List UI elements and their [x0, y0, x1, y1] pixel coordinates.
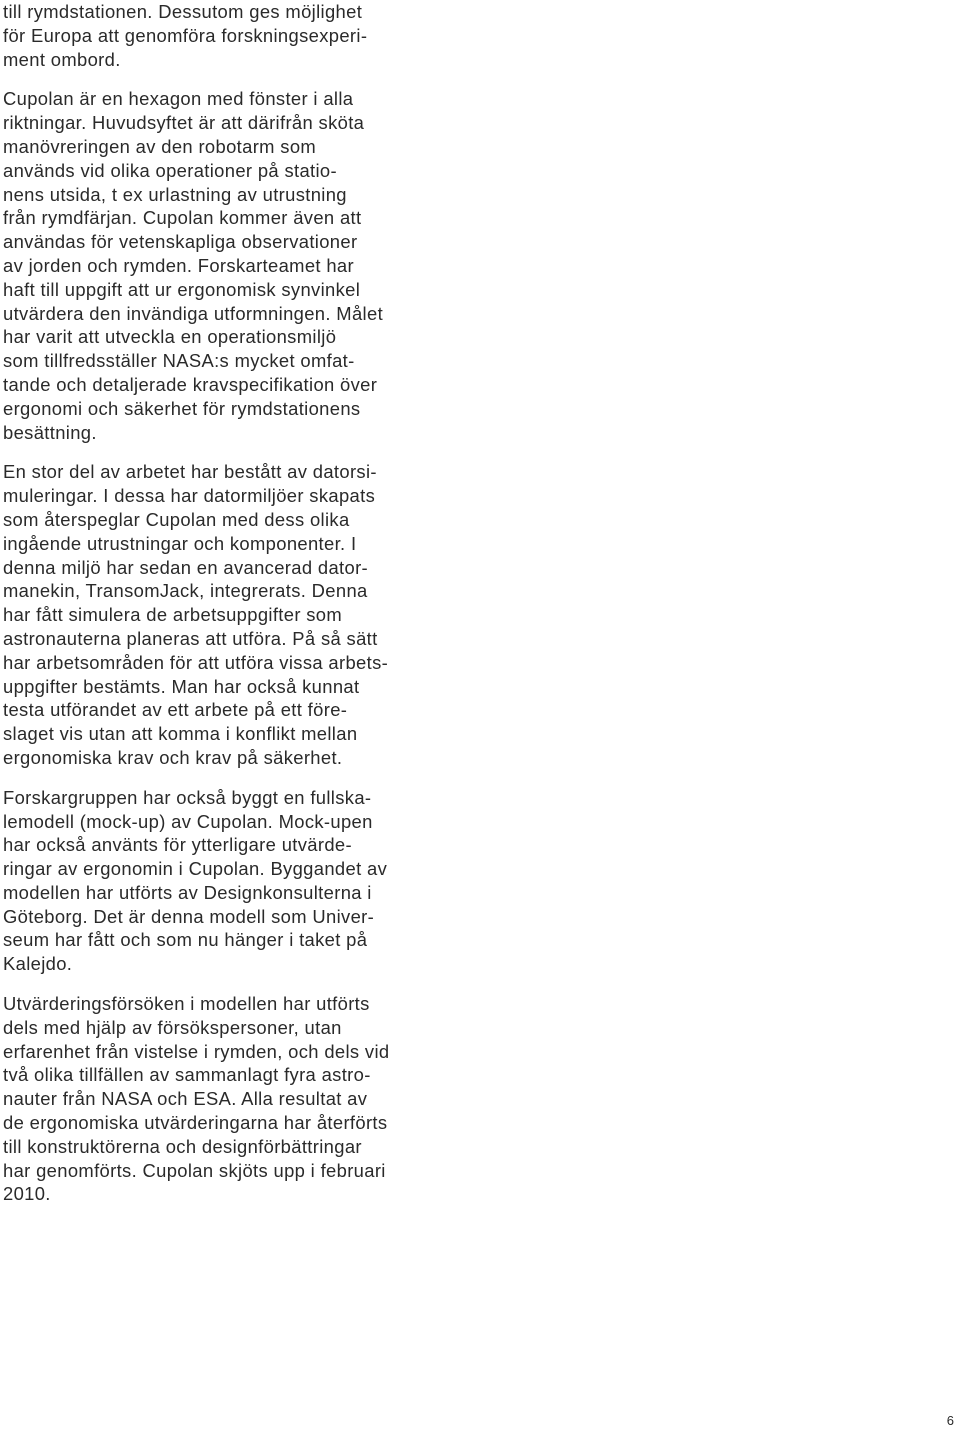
text-column — [3, 0, 473, 1222]
text-line: två olika tillfällen av sammanlagt fyra astro- — [3, 1064, 371, 1086]
text-line: Forskargruppen har också byggt en fullska- — [3, 786, 372, 808]
text-line: ergonomi och säkerhet för rymdstationens — [3, 397, 361, 419]
text-line: nauter från NASA och ESA. Alla resultat av — [3, 1088, 368, 1110]
text-line: för Europa att genomföra forskningsexperi- — [3, 24, 368, 46]
text-line: testa utförandet av ett arbete på ett före- — [3, 699, 348, 721]
text-line: Utvärderingsförsöken i modellen har utförts — [3, 993, 370, 1015]
text-line: denna miljö har sedan en avancerad dator- — [3, 556, 369, 578]
text-line: de ergonomiska utvärderingarna har återförts — [3, 1112, 388, 1134]
text-line: av jorden och rymden. Forskarteamet har — [3, 254, 354, 276]
text-line: har varit att utveckla en operationsmiljö — [3, 326, 337, 348]
text-line: seum har fått och som nu hänger i taket på — [3, 929, 368, 951]
text-line: som återspeglar Cupolan med dess olika — [3, 508, 350, 530]
text-line: uppgifter bestämts. Man har också kunnat — [3, 675, 360, 697]
text-line: besättning. — [3, 421, 97, 443]
text-line: 2010. — [3, 1183, 51, 1205]
text-line: erfarenhet från vistelse i rymden, och dels vid — [3, 1040, 390, 1062]
text-line: En stor del av arbetet har bestått av datorsi- — [3, 461, 377, 483]
text-line: ergonomiska krav och krav på säkerhet. — [3, 746, 343, 768]
text-line: manövreringen av den robotarm som — [3, 135, 317, 157]
page-number: 6 — [946, 1413, 954, 1428]
paragraph-3 — [3, 460, 473, 769]
text-line: riktningar. Huvudsyftet är att därifrån sköta — [3, 112, 365, 134]
text-line: haft till uppgift att ur ergonomisk synvinkel — [3, 278, 361, 300]
text-line: till rymdstationen. Dessutom ges möjlighet — [3, 1, 363, 22]
text-line: tande och detaljerade kravspecifikation över — [3, 373, 378, 395]
text-line: har också använts för ytterligare utvärde- — [3, 834, 352, 856]
text-line: utvärdera den invändiga utformningen. Målet — [3, 302, 384, 324]
text-line: nens utsida, t ex urlastning av utrustning — [3, 183, 347, 205]
text-line: ringar av ergonomin i Cupolan. Byggandet av — [3, 858, 388, 880]
text-line: dels med hjälp av försökspersoner, utan — [3, 1016, 342, 1038]
text-line: slaget vis utan att komma i konflikt mellan — [3, 723, 358, 745]
paragraph-1 — [3, 0, 473, 71]
text-line: har arbetsområden för att utföra vissa arbets- — [3, 651, 389, 673]
text-line: Kalejdo. — [3, 953, 73, 975]
text-line: modellen har utförts av Designkonsulterna i — [3, 881, 372, 903]
text-line: Göteborg. Det är denna modell som Univer- — [3, 905, 375, 927]
text-line: ment ombord. — [3, 48, 121, 70]
text-line: används vid olika operationer på statio- — [3, 159, 337, 181]
text-line: ingående utrustningar och komponenter. I — [3, 532, 357, 554]
text-line: lemodell (mock-up) av Cupolan. Mock-upen — [3, 810, 373, 832]
paragraph-5 — [3, 992, 473, 1206]
text-line: från rymdfärjan. Cupolan kommer även att — [3, 207, 362, 229]
paragraph-4 — [3, 786, 473, 976]
text-line: har genomförts. Cupolan skjöts upp i februari — [3, 1159, 386, 1181]
text-line: Cupolan är en hexagon med fönster i alla — [3, 88, 354, 110]
paragraph-2 — [3, 87, 473, 444]
text-line: har fått simulera de arbetsuppgifter som — [3, 604, 343, 626]
text-line: muleringar. I dessa har datormiljöer skapats — [3, 485, 376, 507]
text-line: användas för vetenskapliga observationer — [3, 231, 358, 253]
text-line: manekin, TransomJack, integrerats. Denna — [3, 580, 368, 602]
text-line: till konstruktörerna och designförbättringar — [3, 1135, 362, 1157]
text-line: astronauterna planeras att utföra. På så sätt — [3, 627, 378, 649]
text-line: som tillfredsställer NASA:s mycket omfat- — [3, 350, 355, 372]
